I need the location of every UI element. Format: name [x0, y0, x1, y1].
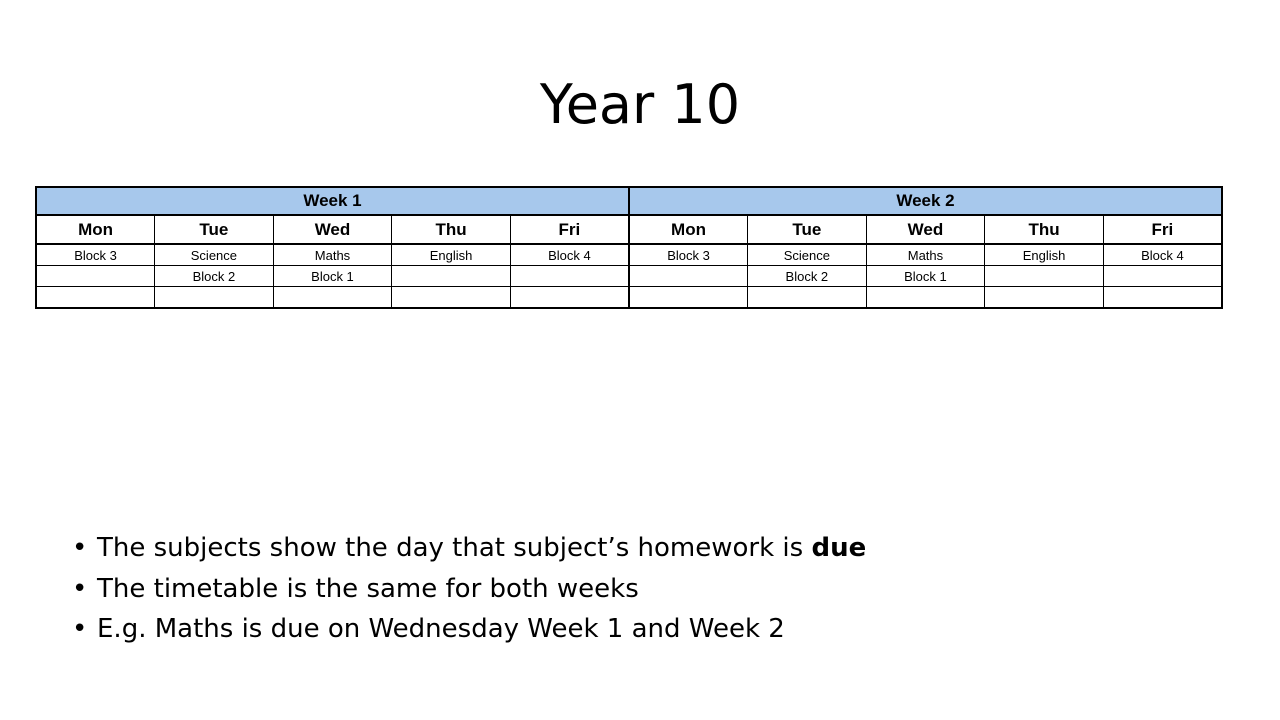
table-cell: Science [748, 244, 867, 266]
table-cell [629, 287, 748, 309]
table-row [36, 266, 1222, 287]
day-header-mon: Mon [629, 215, 748, 244]
table-cell [866, 287, 985, 309]
table-cell: Block 3 [629, 244, 748, 266]
page-title: Year 10 [539, 73, 741, 136]
table-cell [392, 266, 511, 287]
table-cell [36, 287, 155, 309]
table-cell: Block 1 [866, 266, 985, 287]
bullet-icon: • [72, 533, 88, 563]
homework-timetable [35, 186, 1223, 309]
table-cell: Maths [866, 244, 985, 266]
table-cell: English [392, 244, 511, 266]
table-cell [985, 287, 1104, 309]
table-cell [629, 266, 748, 287]
table-cell: Block 4 [1103, 244, 1222, 266]
note-item [72, 609, 866, 650]
table-row [36, 287, 1222, 309]
table-cell [985, 266, 1104, 287]
day-header-fri: Fri [510, 215, 629, 244]
note-text: The timetable is the same for both weeks [97, 573, 639, 604]
table-cell: Science [155, 244, 274, 266]
note-text: E.g. Maths is due on Wednesday Week 1 and Week 2 [97, 614, 785, 644]
day-header-thu: Thu [985, 215, 1104, 244]
day-header-tue: Tue [748, 215, 867, 244]
table-cell [1103, 287, 1222, 309]
note-item [72, 528, 866, 569]
note-item [72, 569, 866, 610]
note-emphasis: due [811, 533, 867, 563]
week-header-1: Week 1 [36, 187, 629, 215]
week-header-row [36, 187, 1222, 215]
table-cell [36, 266, 155, 287]
table-cell: Maths [273, 244, 392, 266]
table-cell: Block 1 [273, 266, 392, 287]
table-row [36, 244, 1222, 266]
table-cell: Block 3 [36, 244, 155, 266]
bullet-icon: • [72, 573, 88, 604]
table-cell: English [985, 244, 1104, 266]
week-header-2: Week 2 [629, 187, 1222, 215]
day-header-wed: Wed [273, 215, 392, 244]
note-text: The subjects show the day that subject’s homework is [97, 533, 812, 563]
table-cell [510, 287, 629, 309]
table-cell [155, 287, 274, 309]
table-cell: Block 2 [748, 266, 867, 287]
table-cell [748, 287, 867, 309]
day-header-thu: Thu [392, 215, 511, 244]
table-cell [273, 287, 392, 309]
notes-list [72, 528, 866, 650]
table-cell [1103, 266, 1222, 287]
day-header-mon: Mon [36, 215, 155, 244]
day-header-wed: Wed [866, 215, 985, 244]
table-cell: Block 4 [510, 244, 629, 266]
table-cell: Block 2 [155, 266, 274, 287]
bullet-icon: • [72, 614, 88, 644]
day-header-tue: Tue [155, 215, 274, 244]
day-header-row [36, 215, 1222, 244]
day-header-fri: Fri [1103, 215, 1222, 244]
table-cell [510, 266, 629, 287]
table-cell [392, 287, 511, 309]
